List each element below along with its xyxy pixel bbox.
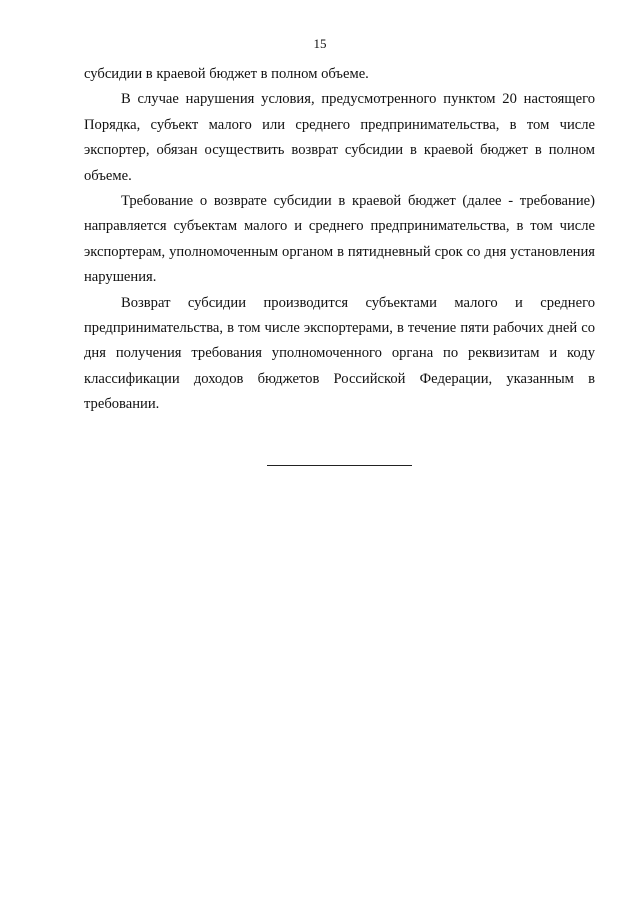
document-body bbox=[84, 62, 595, 418]
paragraph-violation-refund: В случае нарушения условия, предусмотренного пунктом 20 настоящего Порядка, субъект малого или среднего предпринимательства, в том числе экспортер, обязан осуществить возврат субсидии в краевой бюджет в полном объеме. bbox=[84, 91, 595, 184]
page-number: 15 bbox=[313, 36, 327, 51]
paragraph-continuation: субсидии в краевой бюджет в полном объеме. bbox=[84, 66, 369, 82]
end-of-document-rule bbox=[267, 465, 412, 466]
paragraph-refund-procedure: Возврат субсидии производится субъектами малого и среднего предпринимательства, в том числе экспортерами, в течение пяти рабочих дней со дня получения требования уполномоченного органа по реквизитам и коду классификации доходов бюджетов Российской Федерации, указанным в требовании. bbox=[84, 294, 595, 413]
paragraph-refund-requirement: Требование о возврате субсидии в краевой бюджет (далее - требование) направляется субъектам малого и среднего предпринимательства, в том числе экспортерам, уполномоченным органом в пятидневный срок со дня установления нарушения. bbox=[84, 193, 595, 286]
